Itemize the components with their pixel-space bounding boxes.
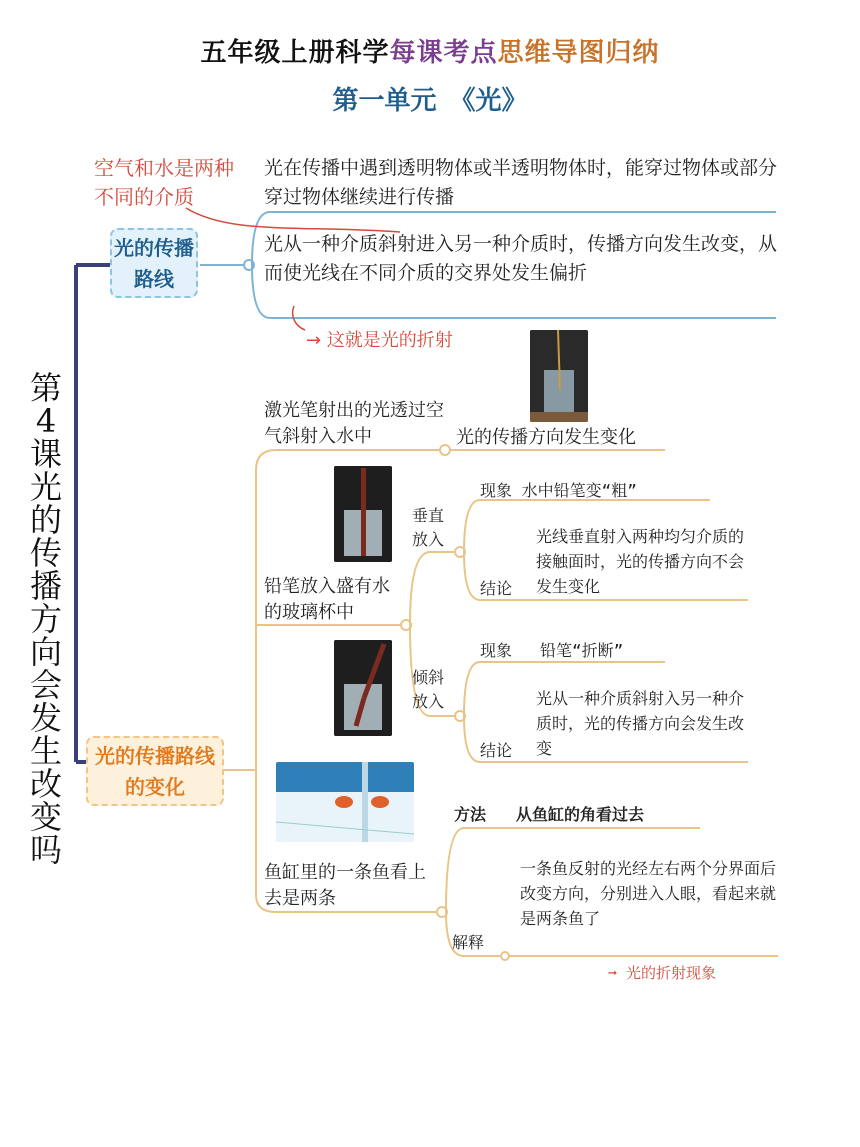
- refraction-note: → 这就是光的折射: [306, 330, 453, 351]
- pencil-glass-icon: [334, 640, 392, 736]
- oblique-phenomenon: 铅笔“折断”: [540, 641, 624, 660]
- fish-method: 从鱼缸的角看过去: [516, 805, 645, 824]
- fish-label: 鱼缸里的一条鱼看上去是两条: [264, 862, 426, 909]
- fish-explain-label: 解释: [452, 933, 485, 952]
- branch-light-path: 光的传播路线: [110, 228, 198, 298]
- fish-refraction-note: ➞ 光的折射现象: [608, 964, 717, 982]
- media-note: 空气和水是两种不同的介质: [94, 156, 234, 209]
- title-part-grade: 五年级上册科学: [200, 38, 390, 68]
- fish-tank-photo: [276, 762, 414, 842]
- glass-icon: [530, 330, 588, 422]
- branch-path-change: 光的传播路线的变化: [86, 736, 224, 806]
- oblique-phenomenon-label: 现象: [480, 641, 513, 660]
- unit-title: 第一单元 《光》: [332, 86, 528, 116]
- oblique-label: 倾斜放入: [412, 668, 445, 711]
- vertical-label: 垂直放入: [412, 506, 445, 549]
- title-part-points: 每课考点: [389, 38, 498, 68]
- vertical-conclusion: 光线垂直射入两种均匀介质的接触面时，光的传播方向不会发生变化: [536, 527, 745, 596]
- lesson-title: 第4课光的传播方向会发生改变吗: [29, 369, 62, 869]
- fish-method-label: 方法: [454, 805, 487, 824]
- laser-glass-photo: [530, 330, 588, 422]
- fish-icon: [276, 762, 414, 842]
- penetration-text: 光在传播中遇到透明物体或半透明物体时，能穿过物体或部分穿过物体继续进行传播: [264, 157, 778, 208]
- pencil-vertical-photo: [334, 466, 392, 562]
- oblique-conclusion-label: 结论: [480, 741, 513, 760]
- pencil-glass-icon: [334, 466, 392, 562]
- pencil-label: 铅笔放入盛有水的玻璃杯中: [264, 576, 390, 623]
- vertical-phenomenon: 现象 水中铅笔变“粗”: [480, 481, 637, 500]
- oblique-conclusion: 光从一种介质斜射入另一种介质时，光的传播方向会发生改变: [536, 689, 745, 758]
- laser-result: 光的传播方向发生变化: [456, 427, 636, 448]
- vertical-conclusion-label: 结论: [480, 579, 513, 598]
- title-part-mindmap: 思维导图归纳: [497, 38, 660, 68]
- fish-explain: 一条鱼反射的光经左右两个分界面后改变方向，分别进入人眼，看起来就是两条鱼了: [520, 859, 777, 928]
- laser-label: 激光笔射出的光透过空气斜射入水中: [264, 400, 444, 447]
- refraction-text: 光从一种介质斜射进入另一种介质时，传播方向发生改变，从而使光线在不同介质的交界处发生偏折: [264, 233, 778, 284]
- pencil-oblique-photo: [334, 640, 392, 736]
